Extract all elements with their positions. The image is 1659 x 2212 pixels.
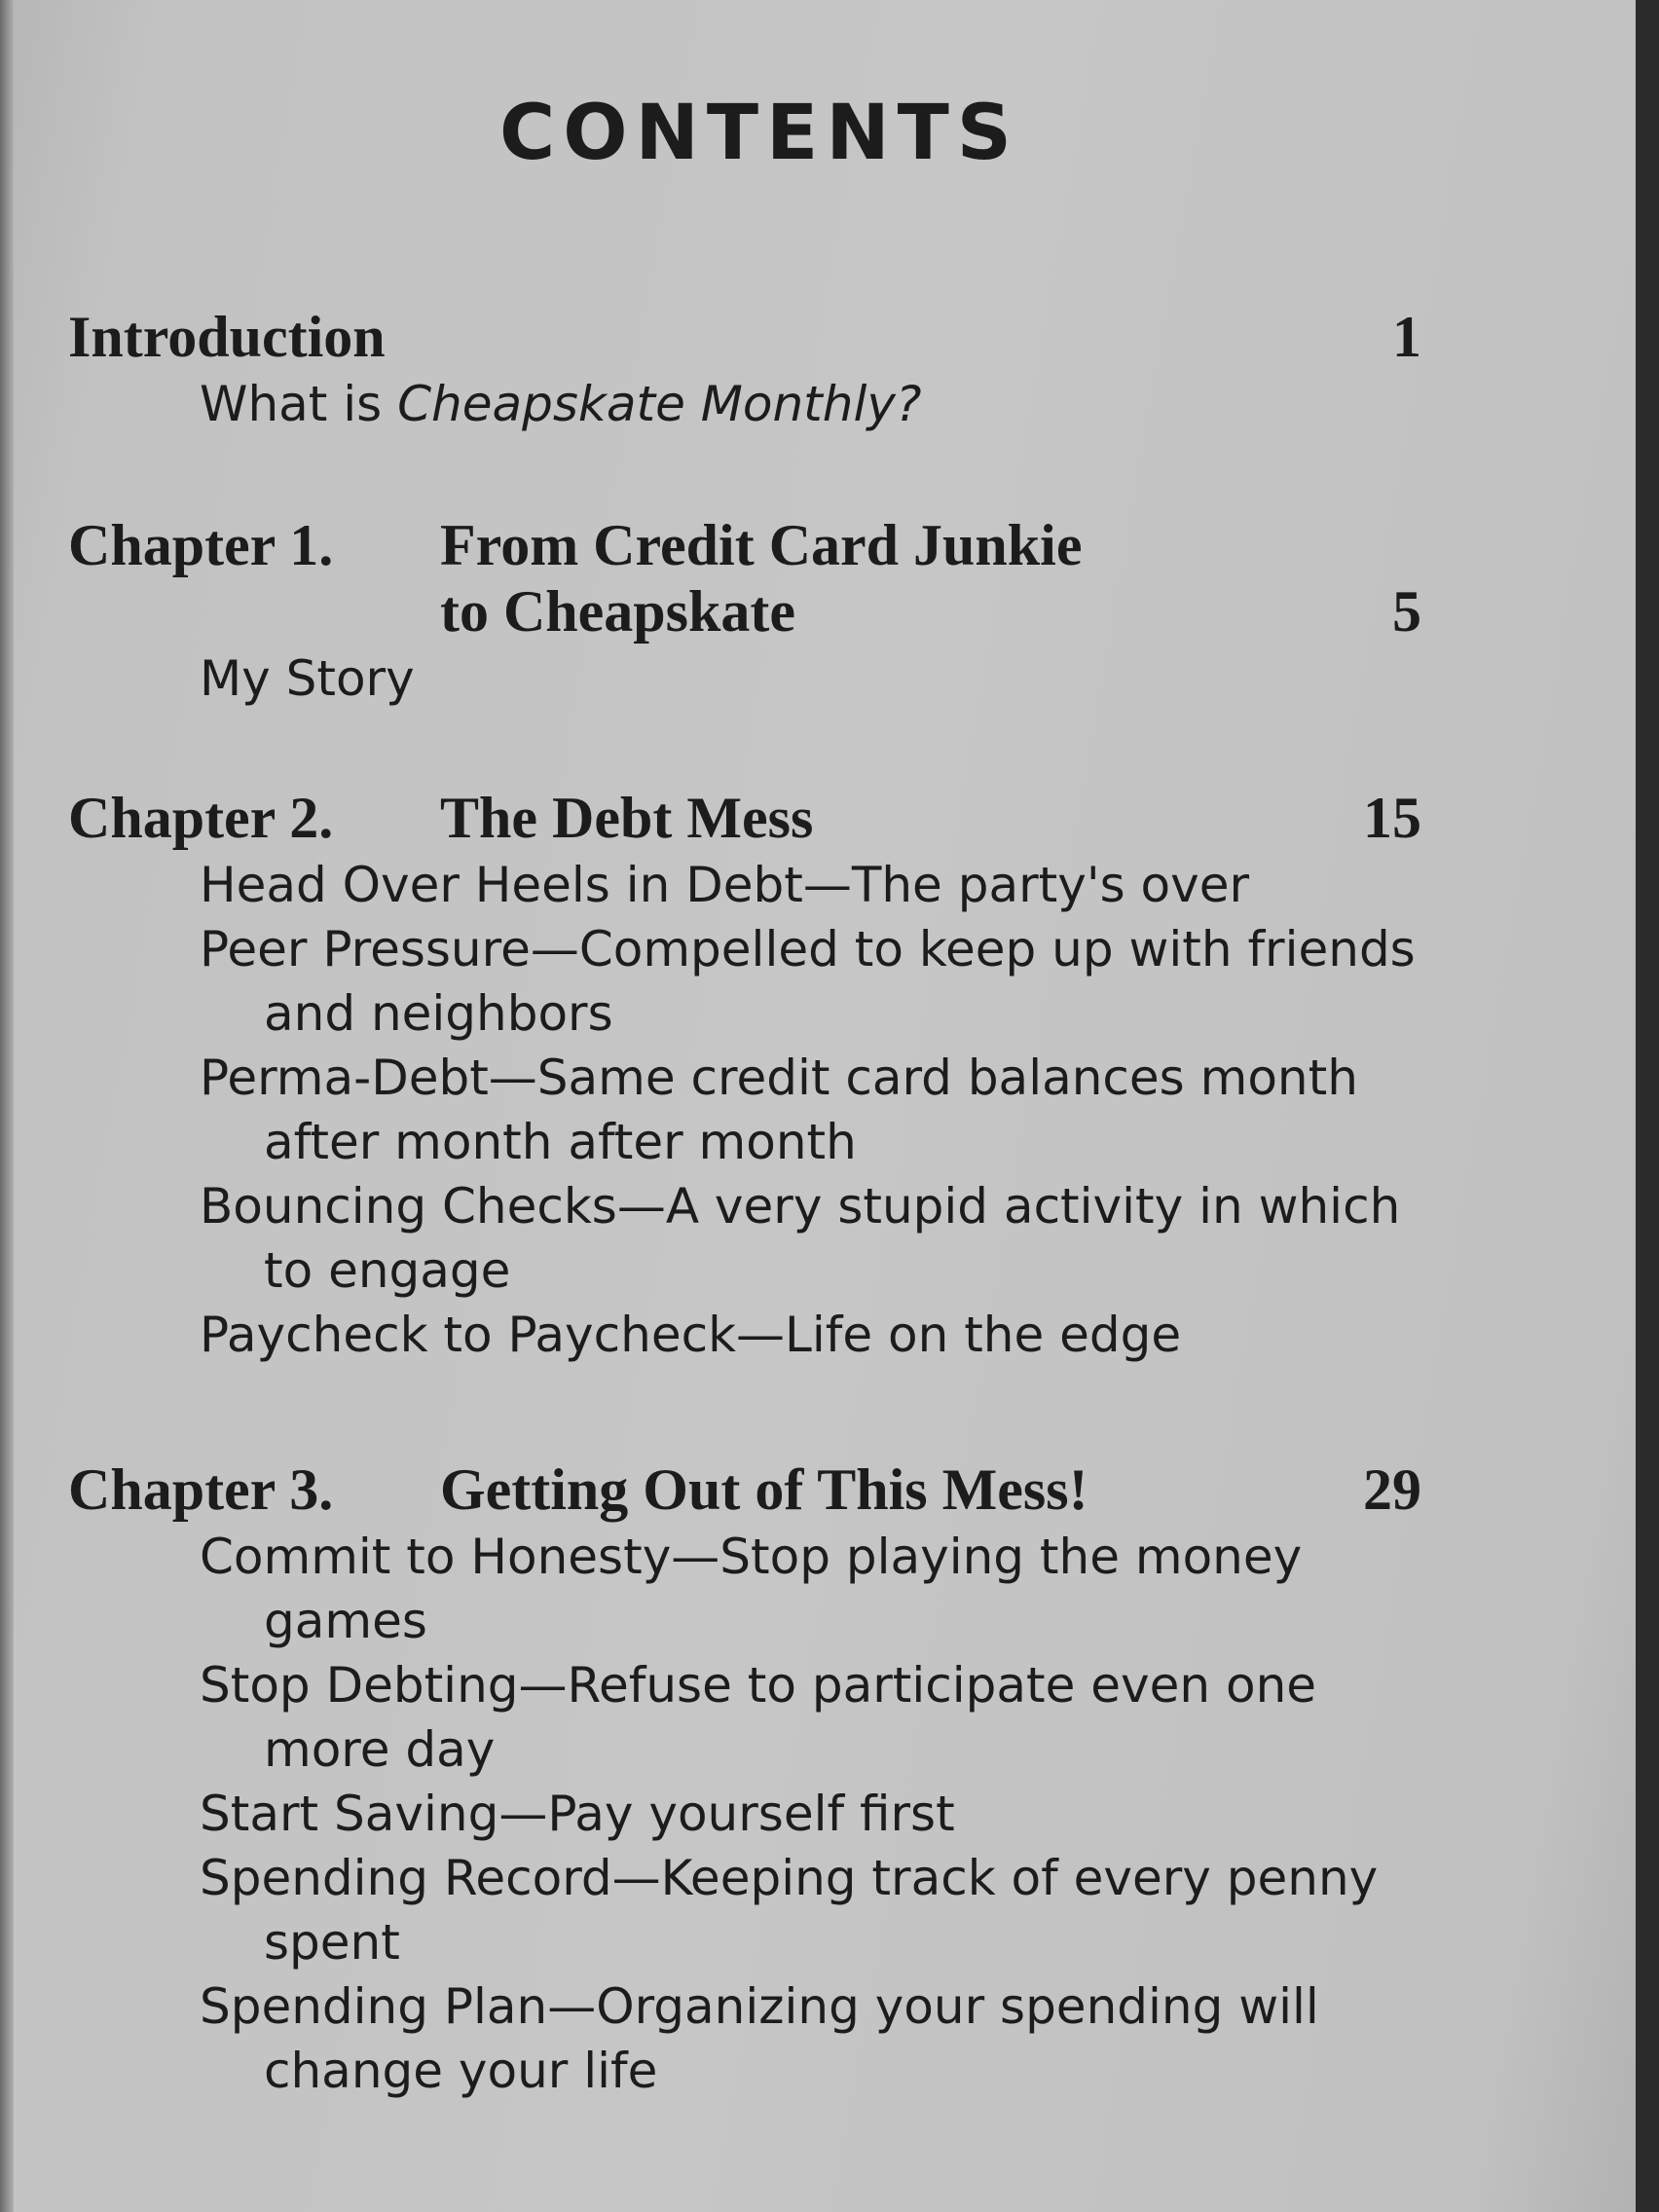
subsection-item: What is Cheapskate Monthly? (200, 376, 922, 432)
page-number: 1 (1392, 305, 1421, 369)
chapter-label: Chapter 1. (68, 513, 334, 577)
toc-heading-row (68, 304, 1421, 370)
subsection-list (200, 646, 1421, 711)
page-title: CONTENTS (499, 90, 1019, 177)
subsection-item: Spending Record—Keeping track of every penny spent (200, 1850, 1379, 1971)
toc-entry-chapter-2 (68, 785, 1421, 1367)
subsection-list (200, 372, 1421, 436)
subsection-list (200, 853, 1421, 1367)
subsection-item: Spending Plan—Organizing your spending will change your life (200, 1978, 1319, 2099)
chapter-title: Getting Out of This Mess! (440, 1457, 1088, 1522)
intro-label: Introduction (68, 305, 386, 369)
subsection-item: Bouncing Checks—A very stupid activity in which to engage (200, 1178, 1401, 1299)
page-spine-shadow (0, 0, 14, 2212)
toc-entry-chapter-1 (68, 512, 1421, 711)
chapter-label: Chapter 3. (68, 1457, 334, 1522)
subsection-list (200, 1525, 1421, 2103)
chapter-title: The Debt Mess (440, 786, 814, 850)
subsection-item: My Story (200, 650, 415, 707)
toc-entry-chapter-3 (68, 1456, 1421, 2103)
toc-heading-row (68, 512, 1421, 645)
chapter-label: Chapter 2. (68, 786, 334, 850)
subsection-item: Peer Pressure—Compelled to keep up with friends and neighbors (200, 921, 1416, 1042)
toc-heading-row (68, 785, 1421, 851)
subsection-item: Stop Debting—Refuse to participate even one more day (200, 1657, 1317, 1778)
chapter-title: From Credit Card Junkie to Cheapskate (440, 513, 1083, 644)
subsection-item: Paycheck to Paycheck—Life on the edge (200, 1307, 1182, 1363)
subsection-item: Commit to Honesty—Stop playing the money games (200, 1529, 1303, 1649)
toc-entry-introduction (68, 304, 1421, 436)
toc-heading-row (68, 1456, 1421, 1523)
subsection-item: Head Over Heels in Debt—The party's over (200, 857, 1250, 913)
page-number: 15 (1363, 786, 1421, 850)
subsection-item: Perma-Debt—Same credit card balances month after month after month (200, 1050, 1358, 1170)
subsection-item: Start Saving—Pay yourself first (200, 1786, 955, 1842)
page-number: 5 (1392, 579, 1421, 644)
page-number: 29 (1363, 1457, 1421, 1522)
publication-title: Cheapskate Monthly? (397, 376, 922, 432)
